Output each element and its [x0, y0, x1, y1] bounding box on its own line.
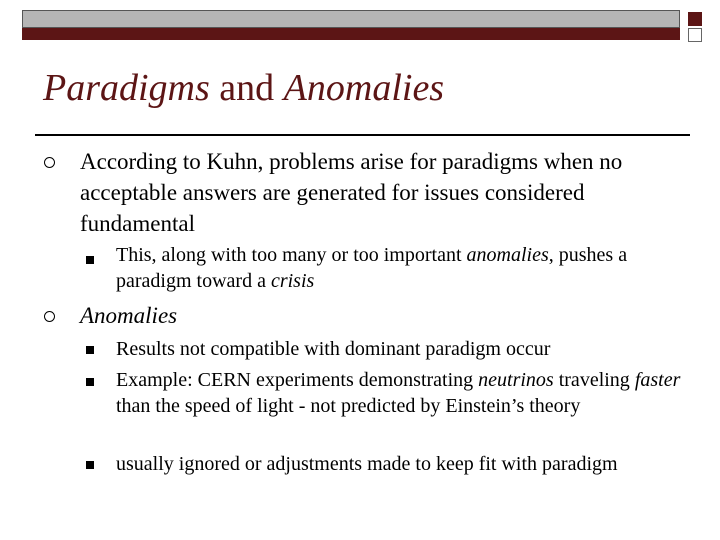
- sub-bullet-text: , pushes a paradigm toward a: [116, 244, 628, 292]
- title-divider: [35, 134, 690, 136]
- hollow-circle-bullet-icon: [44, 157, 55, 168]
- corner-square-filled-icon: [688, 12, 702, 26]
- sub-bullet-results: Results not compatible with dominant paradigm occur: [116, 338, 551, 360]
- corner-square-outline-icon: [688, 28, 702, 42]
- sub-bullet-cern-example: [116, 367, 696, 419]
- title-part-anomalies: Anomalies: [283, 67, 445, 109]
- sub-bullet-text: traveling: [553, 369, 635, 391]
- bullet-anomalies-heading: Anomalies: [80, 303, 178, 328]
- title-part-and: and: [209, 67, 284, 109]
- square-bullet-icon: [86, 346, 94, 354]
- sub-bullet-text: This, along with too many or too important: [116, 244, 467, 266]
- bullet-kuhn-problems: According to Kuhn, problems arise for paradigms when no acceptable answers are generated for issues considered fundamental: [80, 149, 623, 236]
- sub-bullet-italic-crisis: crisis: [270, 270, 315, 292]
- sub-bullet-text: Example: CERN experiments demonstrating: [116, 369, 479, 391]
- square-bullet-icon: [86, 378, 94, 386]
- title-part-paradigms: Paradigms: [43, 67, 210, 109]
- square-bullet-icon: [86, 256, 94, 264]
- hollow-circle-bullet-icon: [44, 311, 55, 322]
- square-bullet-icon: [86, 461, 94, 469]
- sub-bullet-text: than the speed of light - not predicted by Einstein’s theory: [116, 395, 581, 417]
- slide-title: [43, 68, 444, 110]
- sub-bullet-italic-neutrinos: neutrinos: [478, 369, 554, 391]
- sub-bullet-italic-faster: faster: [634, 369, 681, 391]
- top-accent-bar: [22, 28, 680, 40]
- top-decorative-bar: [22, 10, 680, 28]
- sub-bullet-anomalies-crisis: [116, 242, 696, 294]
- sub-bullet-italic-anomalies: anomalies: [466, 244, 549, 266]
- sub-bullet-ignored: usually ignored or adjustments made to keep fit with paradigm: [116, 453, 618, 475]
